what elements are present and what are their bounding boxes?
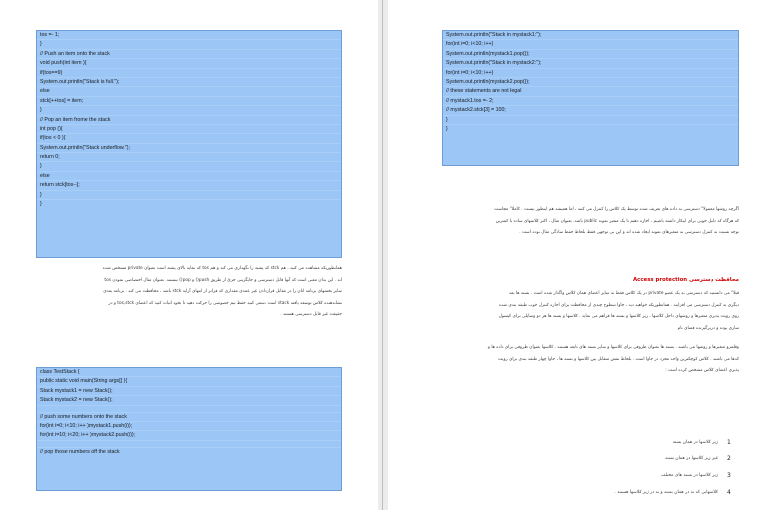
section-heading-access-protection: محافظت دسترسی Access protection bbox=[632, 277, 739, 283]
code-line: return 0; bbox=[37, 153, 341, 162]
code-line: } bbox=[40, 201, 42, 208]
list-item-number: 1 bbox=[727, 438, 731, 446]
text-line: توجه نسبت به کنترل دسترسی به متغیرهای نمونه ایجاد شده اند و این بی توجهی فقط بلحاظ حفظ سادگی مثال بوده است . bbox=[519, 230, 739, 235]
code-line: void push(int item ){ bbox=[37, 59, 341, 68]
code-line: } bbox=[37, 106, 341, 115]
code-line: } bbox=[37, 191, 341, 200]
list-item-number: 3 bbox=[727, 471, 731, 479]
paragraph-private-members bbox=[36, 263, 342, 321]
code-line bbox=[37, 441, 341, 448]
code-line: for(int i=10; i<20; i++ )mystack2.push(i)); bbox=[37, 431, 341, 440]
code-line: // Pop an item frome the stack bbox=[37, 116, 341, 125]
list-item-text: کلاسهایی که نه در همان بسته و نه در زیر کلاسها هستند . bbox=[614, 489, 718, 495]
code-line: } bbox=[446, 125, 448, 132]
code-line: } bbox=[443, 116, 738, 125]
code-line: // these statements are not legal bbox=[443, 87, 738, 96]
list-item bbox=[442, 434, 763, 451]
visibility-categories-list bbox=[442, 434, 763, 500]
code-block-teststack-continued bbox=[442, 30, 739, 166]
list-item-text: غیر زیر کلاسها در همان بسته bbox=[665, 456, 718, 462]
code-line: Stack mystack2 = new Stack(); bbox=[37, 396, 341, 405]
code-line: System.out.println("Stack underflow."); bbox=[37, 144, 341, 153]
code-line: if(tos < 0 ){ bbox=[37, 134, 341, 143]
text-line: سازی بوده و دربرگیرنده فضای نام bbox=[677, 325, 739, 331]
list-item-text: زیر کلاسها در بسته های مختلف bbox=[661, 472, 718, 478]
paragraph-access-control bbox=[442, 276, 739, 334]
code-line: int pop (){ bbox=[37, 125, 341, 134]
list-item-number: 4 bbox=[727, 488, 731, 496]
code-line: } bbox=[37, 162, 341, 171]
code-block-teststack bbox=[36, 367, 342, 491]
left-page bbox=[0, 0, 378, 510]
code-line: System.out.println(mystack2.pop()); bbox=[443, 78, 738, 87]
code-line: for(int i=0; i<10; i++) bbox=[443, 40, 738, 49]
code-line: for(int i=0; i<10; i++) bbox=[443, 69, 738, 78]
list-item-number: 2 bbox=[727, 455, 731, 463]
code-line: System.out.println(mystack1.pop()); bbox=[443, 50, 738, 59]
list-item-text: زیر کلاسها در همان بسته bbox=[672, 439, 718, 445]
text-line: کدها می باشند . کلاس کوچکترین واحد مجرد در جاوا است . بلحاظ نقش متقابل بین کلاسها و بسته ها ، جاوا چهار طبقه بندی برای رویت bbox=[498, 356, 739, 362]
code-line: System.out.println("Stack in mystack1:"); bbox=[443, 31, 738, 40]
text-line: دیگری به کنترل دسترسی می افزایند . همانطوریکه خواهید دید ، جاوا سطوح چندی از محافظت برای اجازه کنترل خوب طبقه بندی شده bbox=[498, 302, 739, 308]
text-line: نشاندهنده کلاس توسعه یافته stack است ،سعی کنید حفظ تیم خصوصی را حرکت دهید تا بخود اثبات کنید که اعضای tos,stck و در bbox=[108, 300, 342, 306]
text-line: همانطوریکه مشاهده می کنید ، هم stck که پشته را نگهداری می کند و هم tos که نمایه بالای پشته است بعنوان private مشخص شده bbox=[102, 266, 342, 271]
paragraph-packages-classes bbox=[442, 342, 739, 377]
list-item bbox=[442, 467, 763, 484]
code-line: Stack mystack1 = new Stack(); bbox=[37, 387, 341, 396]
code-line: return stck[tos--]; bbox=[37, 181, 341, 190]
code-line: else bbox=[37, 172, 341, 181]
text-line: سایر بخشهای برنامه اتان را در مقابل قراردادن غیر عمدی مقداری که فراتر از انتهای آرایه stck باشد ، محافظت می کند . برنامه بعدی bbox=[103, 289, 342, 294]
list-item bbox=[442, 451, 763, 468]
code-block-stack-class bbox=[36, 30, 342, 258]
code-line: // Push an item onto the stack bbox=[37, 50, 341, 59]
text-line: وقلمرو متغیرها و روشها می باشند . بسته ها بعنوان ظروفی برای کلاسها و سایر بسته های تابعه هستند . کلاسها بعنوان ظروفی برای داده ها و bbox=[487, 345, 739, 350]
text-line: اگرچه روشها معمولا" دسترسی به داده های تعریف شده توسط یک کلاس را کنترل می کنند ، اما همیشه هم اینطور نیست . کاملا" مجاست bbox=[494, 207, 739, 212]
code-line: } bbox=[37, 40, 341, 49]
code-line: stck[++tos] = item; bbox=[37, 97, 341, 106]
code-line: for(int i=0; i<10; i++ )mystack1.push(i)); bbox=[37, 422, 341, 431]
code-line: tos =- 1; bbox=[37, 31, 341, 40]
code-line: System.out.println("Stack in mystack2:"); bbox=[443, 59, 738, 68]
text-line: پذیری اعضای کلاس مشخص کرده است : bbox=[665, 368, 739, 373]
text-line: قبلا" می دانستید که دسترسی به یک عضو private در یک کلاس فقط به سایر اعضای همان کلاس واگذار شده است . بسته ها بعد bbox=[509, 291, 739, 296]
code-line: // pop those numbers off the stack bbox=[40, 448, 120, 455]
code-line: // mystack2.stck[3] = 100; bbox=[443, 106, 738, 115]
right-page bbox=[388, 0, 763, 510]
code-line: else bbox=[37, 87, 341, 96]
code-line: if(tos==9) bbox=[37, 69, 341, 78]
list-item bbox=[442, 484, 763, 501]
code-line bbox=[37, 406, 341, 413]
page-gutter bbox=[378, 0, 388, 510]
text-line: حقیقت غیر قابل دسترسی هستند . bbox=[280, 312, 342, 317]
code-line: // mystack1.tos =- 2; bbox=[443, 97, 738, 106]
paragraph-public-variables bbox=[442, 204, 739, 239]
text-line: اند . این بدان معنی است که آنها قابل دسترسی و جایگزینی جزئ از طریق push() و pop() نیستند. بعنوان مثال اختصاصی نمودن tos bbox=[104, 277, 342, 283]
code-line: public static void main(String args[] ){ bbox=[37, 377, 341, 386]
code-line: // push some numbers onto the stack bbox=[37, 413, 341, 422]
code-line: System.out.println("Stack is full."); bbox=[37, 78, 341, 87]
code-line: class TestStack { bbox=[37, 368, 341, 377]
text-line: که هرگاه که دلیل خوبی برای اینکار داشته باشیم ، اجازه دهیم تا یک متغیر نمونه public باشد. بعنوان مثال ، اکثر کلاسهای ساده با کمترین bbox=[495, 218, 739, 224]
text-line: روی رویت پذیری متغیرها و روشهای داخل کلاسها ، زیر کلاسها و بسته ها فراهم می نماید . کلاسها و بسته ها هر دو وسایلی برای کپسول bbox=[498, 314, 739, 319]
